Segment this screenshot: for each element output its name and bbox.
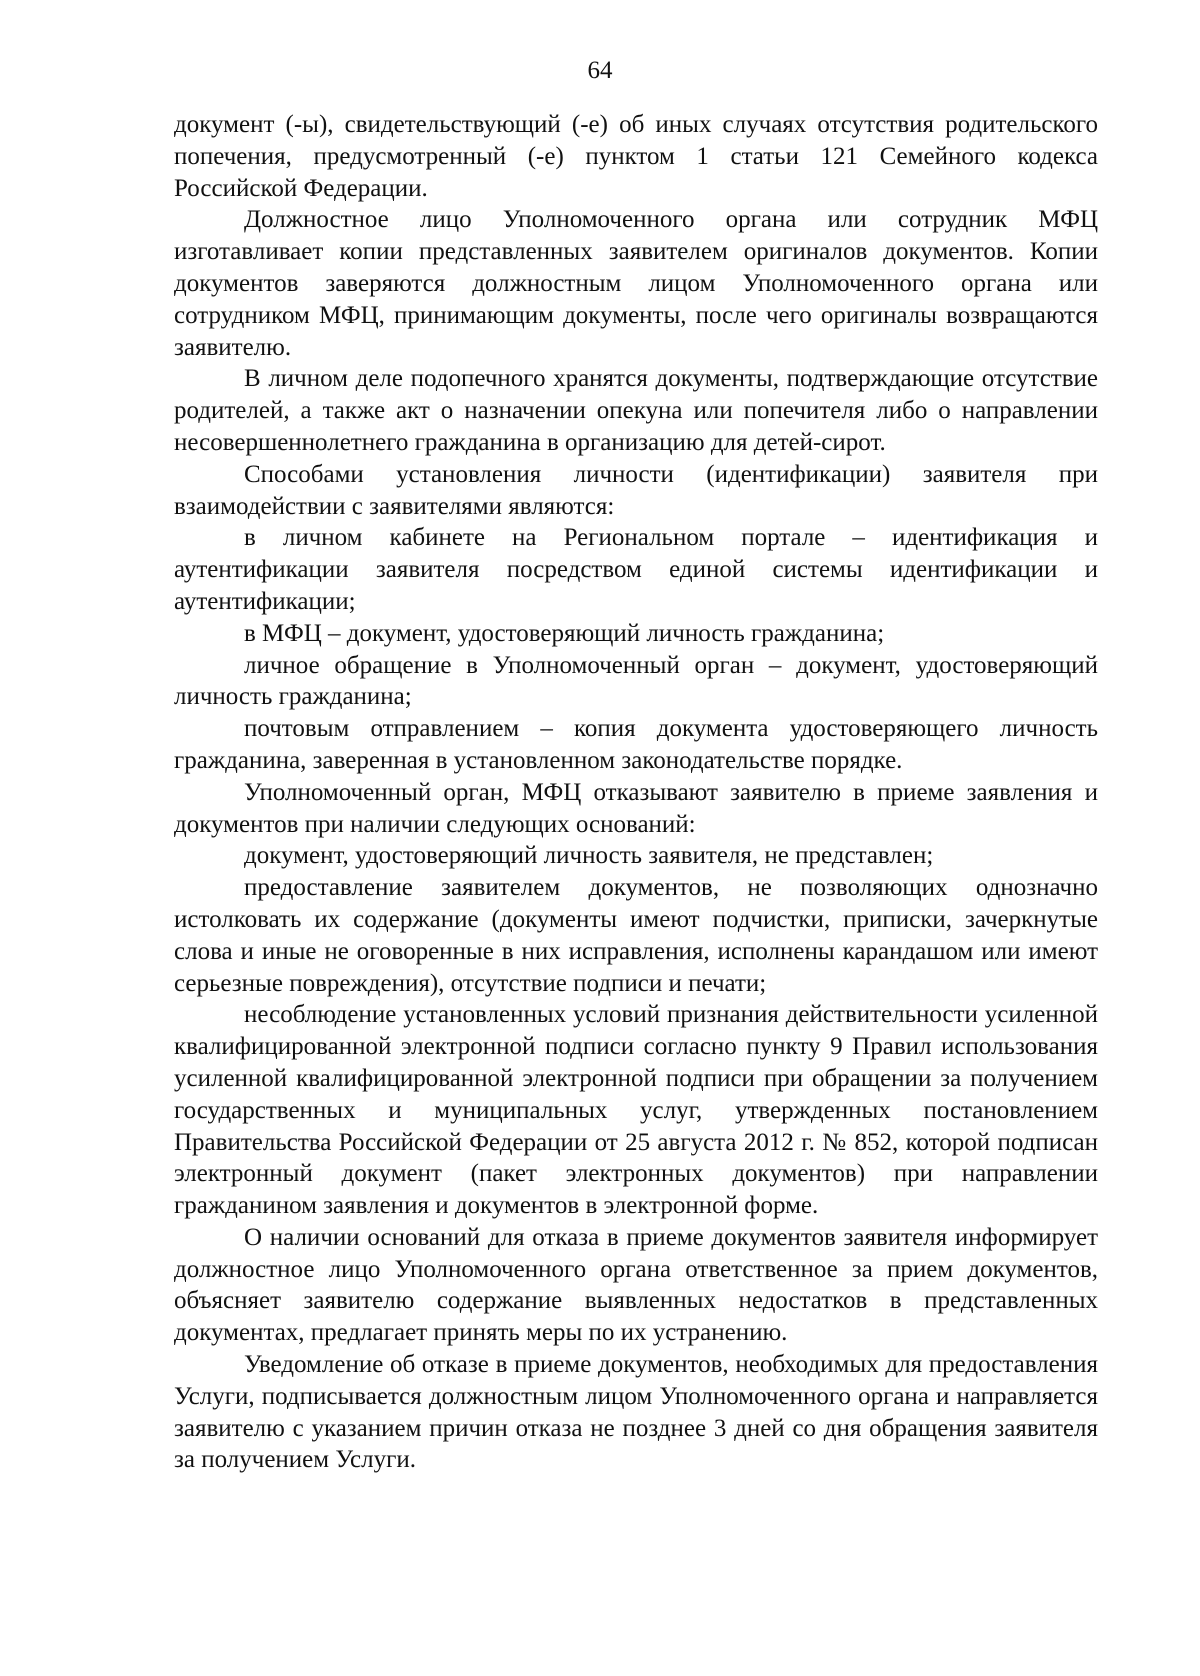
paragraph: Уведомление об отказе в приеме документов, необходимых для предоставления Услуги, подписывается должностным лицом Уполномоченного органа и направляется заявителю с указанием причин отказа не позднее 3 дней со дня обращения заявителя за получением Услуги. — [174, 1351, 1098, 1474]
paragraph: Должностное лицо Уполномоченного органа или сотрудник МФЦ изготавливает копии представленных заявителем оригиналов документов. Копии документов заверяются должностным лицом Уполномоченного органа или сотрудником МФЦ, принимающим документы, после чего оригиналы возвращаются заявителю. — [174, 206, 1098, 361]
paragraph: предоставление заявителем документов, не позволяющих однозначно истолковать их содержание (документы имеют подчистки, приписки, зачеркнутые слова и иные не оговоренные в них исправления, исполнены карандашом или имеют серьезные повреждения), отсутствие подписи и печати; — [174, 874, 1098, 997]
paragraph: почтовым отправлением – копия документа удостоверяющего личность гражданина, заверенная в установленном законодательстве порядке. — [174, 715, 1098, 774]
paragraph: В личном деле подопечного хранятся документы, подтверждающие отсутствие родителей, а также акт о назначении опекуна или попечителя либо о направлении несовершеннолетнего гражданина в организацию для детей-сирот. — [174, 365, 1098, 456]
paragraph: личное обращение в Уполномоченный орган – документ, удостоверяющий личность гражданина; — [174, 651, 1098, 711]
page-number: 64 — [587, 57, 613, 84]
paragraph: документ (-ы), свидетельствующий (-е) об иных случаях отсутствия родительского попечения, предусмотренный (-е) пунктом 1 статьи 121 Семейного кодекса Российской Федерации. — [174, 111, 1098, 202]
paragraph: несоблюдение установленных условий признания действительности усиленной квалифицированной электронной подписи согласно пункту 9 Правил использования усиленной квалифицированной электронной подписи при обращении за получением государственных и муниципальных услуг, утвержденных постановлением Правительства Российской Федерации от 25 августа 2012 г. № 852, которой подписан электронный документ (пакет электронных документов) при направлении гражданином заявления и документов в электронной форме. — [174, 1001, 1098, 1220]
paragraph: в личном кабинете на Региональном портале – идентификация и аутентификации заявителя посредством единой системы идентификации и аутентификации; — [174, 524, 1098, 615]
paragraph: Уполномоченный орган, МФЦ отказывают заявителю в приеме заявления и документов при наличии следующих оснований: — [174, 778, 1098, 838]
paragraph: Способами установления личности (идентификации) заявителя при взаимодействии с заявителями являются: — [174, 460, 1098, 520]
paragraph: документ, удостоверяющий личность заявителя, не представлен; — [244, 842, 934, 870]
paragraph: в МФЦ – документ, удостоверяющий личность гражданина; — [244, 619, 885, 647]
document-body — [174, 109, 1098, 1476]
paragraph: О наличии оснований для отказа в приеме документов заявителя информирует должностное лицо Уполномоченного органа ответственное за прием документов, объясняет заявителю содержание выявленных недостатков в представленных документах, предлагает принять меры по их устранению. — [174, 1223, 1098, 1347]
